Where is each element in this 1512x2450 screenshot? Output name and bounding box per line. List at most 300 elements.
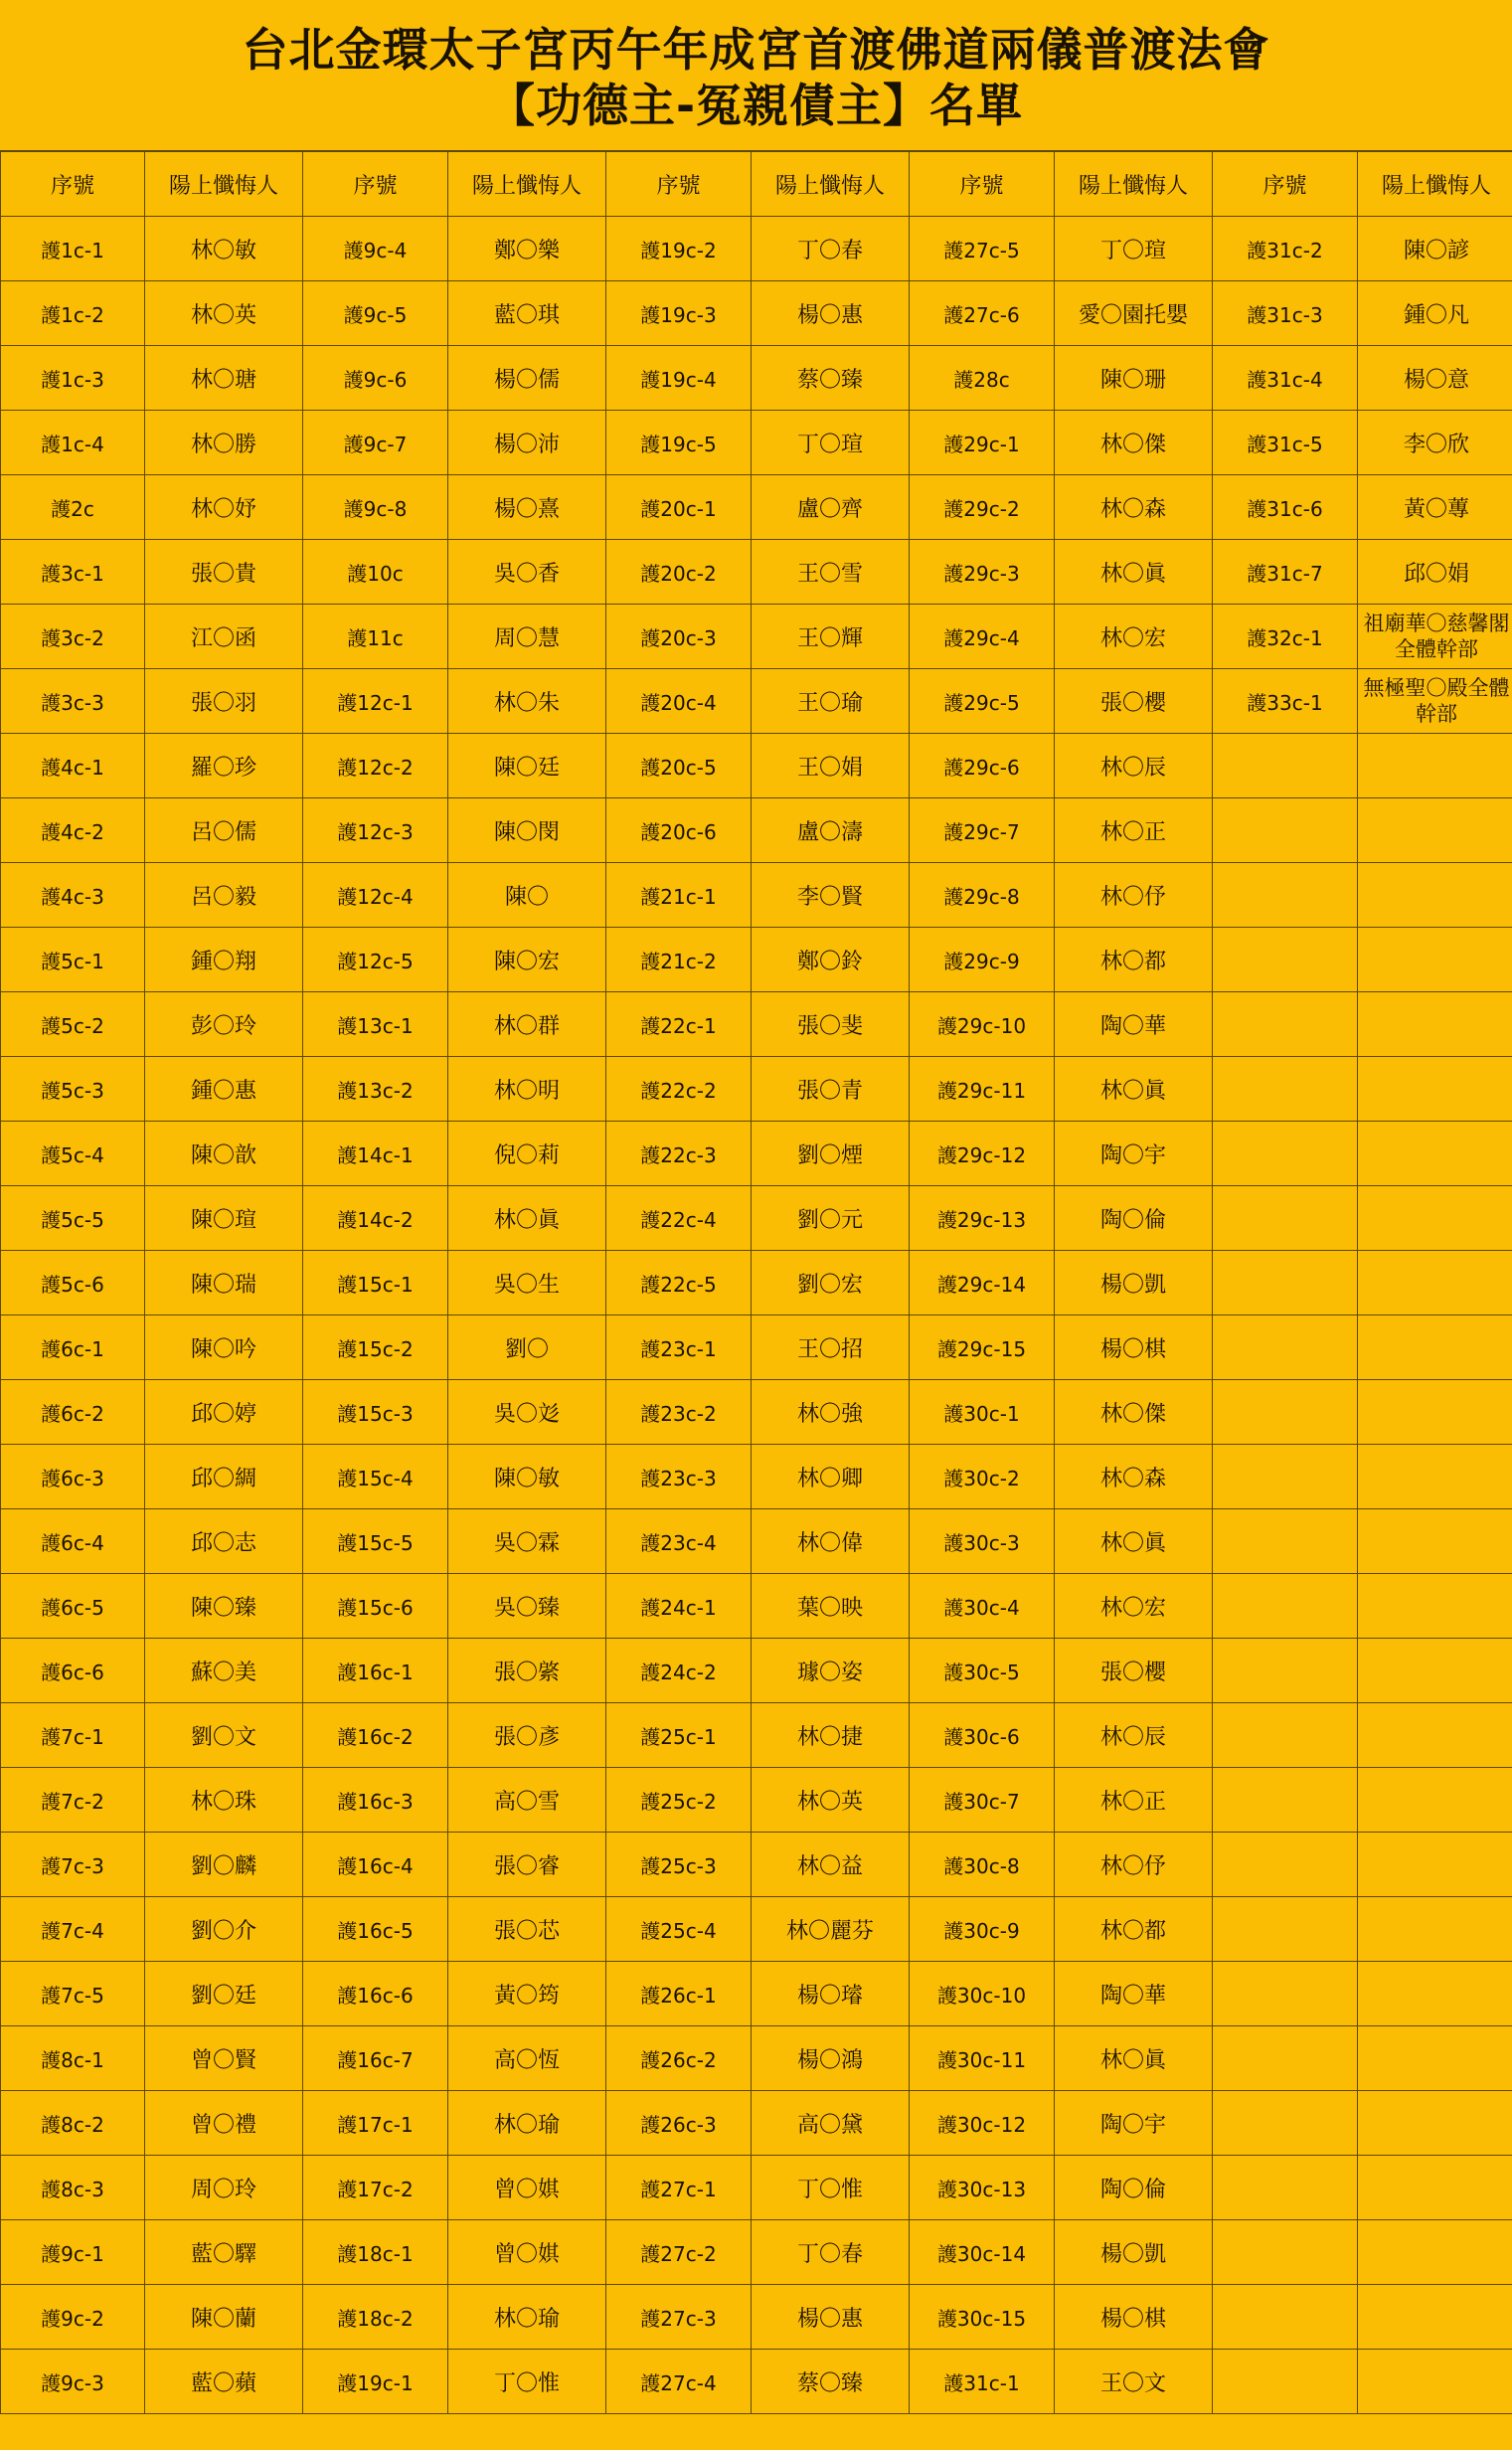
name-cell: 楊〇惠 [752, 2285, 910, 2350]
serial-cell: 護27c-3 [606, 2285, 752, 2350]
serial-cell [1213, 1897, 1358, 1962]
name-cell: 邱〇綢 [145, 1445, 303, 1509]
serial-cell: 護15c-6 [303, 1574, 448, 1639]
name-cell: 陳〇瑄 [145, 1186, 303, 1251]
serial-cell [1213, 863, 1358, 928]
serial-cell: 護6c-1 [1, 1315, 145, 1380]
serial-cell: 護6c-3 [1, 1445, 145, 1509]
serial-cell: 護19c-4 [606, 346, 752, 411]
name-cell: 呂〇儒 [145, 798, 303, 863]
name-cell: 鍾〇翔 [145, 928, 303, 992]
name-cell: 鄭〇鈴 [752, 928, 910, 992]
serial-cell: 護23c-3 [606, 1445, 752, 1509]
serial-cell: 護29c-11 [910, 1057, 1055, 1122]
serial-cell: 護10c [303, 540, 448, 605]
serial-cell: 護26c-1 [606, 1962, 752, 2026]
serial-cell: 護30c-6 [910, 1703, 1055, 1768]
table-row [1, 217, 1512, 281]
name-cell [1358, 2285, 1512, 2350]
name-cell: 王〇文 [1055, 2350, 1213, 2414]
serial-cell: 護3c-3 [1, 669, 145, 734]
serial-cell: 護6c-5 [1, 1574, 145, 1639]
name-cell: 陳〇珊 [1055, 346, 1213, 411]
name-cell: 陳〇廷 [448, 734, 606, 798]
serial-cell: 護29c-9 [910, 928, 1055, 992]
title-block [0, 0, 1512, 151]
name-cell: 楊〇熹 [448, 475, 606, 540]
serial-cell: 護30c-8 [910, 1833, 1055, 1897]
name-cell: 黃〇筠 [448, 1962, 606, 2026]
serial-cell: 護22c-3 [606, 1122, 752, 1186]
serial-cell: 護7c-2 [1, 1768, 145, 1833]
table-row [1, 475, 1512, 540]
name-cell: 吳〇彣 [448, 1380, 606, 1445]
header-name: 陽上懺悔人 [1055, 152, 1213, 217]
serial-cell: 護7c-5 [1, 1962, 145, 2026]
name-cell: 呂〇毅 [145, 863, 303, 928]
table-row [1, 1315, 1512, 1380]
name-cell: 林〇森 [1055, 475, 1213, 540]
table-row [1, 1962, 1512, 2026]
name-cell: 陶〇倫 [1055, 2156, 1213, 2220]
serial-cell [1213, 798, 1358, 863]
serial-cell [1213, 1639, 1358, 1703]
name-cell [1358, 2156, 1512, 2220]
name-cell: 邱〇志 [145, 1509, 303, 1574]
name-cell: 王〇招 [752, 1315, 910, 1380]
name-cell [1358, 734, 1512, 798]
name-cell [1358, 1057, 1512, 1122]
name-cell: 林〇正 [1055, 798, 1213, 863]
name-cell: 林〇都 [1055, 928, 1213, 992]
name-cell: 楊〇惠 [752, 281, 910, 346]
serial-cell: 護30c-5 [910, 1639, 1055, 1703]
name-cell [1358, 1833, 1512, 1897]
table-row [1, 1768, 1512, 1833]
name-cell: 林〇英 [752, 1768, 910, 1833]
serial-cell [1213, 1445, 1358, 1509]
serial-cell: 護29c-7 [910, 798, 1055, 863]
serial-cell: 護9c-2 [1, 2285, 145, 2350]
table-row [1, 281, 1512, 346]
name-cell: 無極聖〇殿全體幹部 [1358, 669, 1512, 734]
header-name: 陽上懺悔人 [145, 152, 303, 217]
name-cell: 林〇捷 [752, 1703, 910, 1768]
name-cell: 李〇欣 [1358, 411, 1512, 475]
name-cell [1358, 1186, 1512, 1251]
name-cell: 丁〇惟 [752, 2156, 910, 2220]
name-cell: 邱〇娟 [1358, 540, 1512, 605]
name-cell: 林〇眞 [448, 1186, 606, 1251]
serial-cell: 護5c-3 [1, 1057, 145, 1122]
serial-cell: 護31c-4 [1213, 346, 1358, 411]
header-serial: 序號 [1213, 152, 1358, 217]
name-cell: 劉〇文 [145, 1703, 303, 1768]
serial-cell: 護9c-3 [1, 2350, 145, 2414]
serial-cell: 護29c-5 [910, 669, 1055, 734]
serial-cell: 護15c-2 [303, 1315, 448, 1380]
name-cell: 吳〇香 [448, 540, 606, 605]
serial-cell: 護30c-12 [910, 2091, 1055, 2156]
serial-cell: 護23c-2 [606, 1380, 752, 1445]
name-cell: 陶〇宇 [1055, 1122, 1213, 1186]
name-cell: 林〇眞 [1055, 2026, 1213, 2091]
serial-cell: 護9c-6 [303, 346, 448, 411]
serial-cell: 護1c-4 [1, 411, 145, 475]
name-cell: 林〇正 [1055, 1768, 1213, 1833]
serial-cell: 護1c-3 [1, 346, 145, 411]
serial-cell: 護21c-1 [606, 863, 752, 928]
name-cell: 藍〇蘋 [145, 2350, 303, 2414]
table-row [1, 734, 1512, 798]
serial-cell: 護19c-3 [606, 281, 752, 346]
name-cell: 高〇雪 [448, 1768, 606, 1833]
name-cell: 陳〇歆 [145, 1122, 303, 1186]
serial-cell: 護25c-4 [606, 1897, 752, 1962]
serial-cell: 護4c-2 [1, 798, 145, 863]
name-cell: 林〇麗芬 [752, 1897, 910, 1962]
serial-cell: 護29c-14 [910, 1251, 1055, 1315]
serial-cell: 護18c-2 [303, 2285, 448, 2350]
serial-cell: 護31c-5 [1213, 411, 1358, 475]
serial-cell: 護30c-9 [910, 1897, 1055, 1962]
serial-cell: 護5c-6 [1, 1251, 145, 1315]
name-cell: 楊〇璿 [752, 1962, 910, 2026]
serial-cell: 護31c-6 [1213, 475, 1358, 540]
name-cell: 愛〇園托嬰 [1055, 281, 1213, 346]
serial-cell: 護31c-1 [910, 2350, 1055, 2414]
name-cell: 林〇瑜 [448, 2091, 606, 2156]
serial-cell: 護29c-6 [910, 734, 1055, 798]
table-row [1, 411, 1512, 475]
table-row [1, 1574, 1512, 1639]
name-cell [1358, 863, 1512, 928]
serial-cell: 護15c-4 [303, 1445, 448, 1509]
serial-cell: 護22c-5 [606, 1251, 752, 1315]
serial-cell: 護14c-2 [303, 1186, 448, 1251]
name-cell: 林〇敏 [145, 217, 303, 281]
table-row [1, 1897, 1512, 1962]
name-cell: 張〇櫻 [1055, 669, 1213, 734]
name-cell [1358, 1703, 1512, 1768]
name-cell: 陶〇華 [1055, 1962, 1213, 2026]
name-cell: 丁〇春 [752, 2220, 910, 2285]
name-cell: 林〇明 [448, 1057, 606, 1122]
name-cell: 周〇玲 [145, 2156, 303, 2220]
roster-table [0, 151, 1512, 2414]
name-cell: 蔡〇臻 [752, 346, 910, 411]
name-cell: 楊〇意 [1358, 346, 1512, 411]
serial-cell: 護6c-4 [1, 1509, 145, 1574]
serial-cell: 護22c-4 [606, 1186, 752, 1251]
name-cell: 張〇羽 [145, 669, 303, 734]
serial-cell: 護26c-2 [606, 2026, 752, 2091]
table-row [1, 1186, 1512, 1251]
serial-cell: 護12c-5 [303, 928, 448, 992]
serial-cell: 護30c-1 [910, 1380, 1055, 1445]
name-cell: 鍾〇凡 [1358, 281, 1512, 346]
name-cell: 楊〇沛 [448, 411, 606, 475]
header-serial: 序號 [606, 152, 752, 217]
table-row [1, 1639, 1512, 1703]
serial-cell [1213, 1574, 1358, 1639]
name-cell: 丁〇惟 [448, 2350, 606, 2414]
serial-cell: 護20c-5 [606, 734, 752, 798]
name-cell: 林〇妤 [145, 475, 303, 540]
name-cell: 林〇瑭 [145, 346, 303, 411]
table-row [1, 605, 1512, 669]
name-cell: 林〇宏 [1055, 605, 1213, 669]
serial-cell: 護15c-1 [303, 1251, 448, 1315]
name-cell [1358, 2350, 1512, 2414]
serial-cell: 護19c-2 [606, 217, 752, 281]
serial-cell: 護29c-15 [910, 1315, 1055, 1380]
serial-cell: 護29c-13 [910, 1186, 1055, 1251]
header-serial: 序號 [1, 152, 145, 217]
serial-cell: 護3c-2 [1, 605, 145, 669]
name-cell: 曾〇賢 [145, 2026, 303, 2091]
serial-cell: 護26c-3 [606, 2091, 752, 2156]
serial-cell: 護28c [910, 346, 1055, 411]
serial-cell: 護16c-6 [303, 1962, 448, 2026]
serial-cell [1213, 1315, 1358, 1380]
serial-cell: 護13c-2 [303, 1057, 448, 1122]
name-cell: 陳〇諺 [1358, 217, 1512, 281]
name-cell: 劉〇介 [145, 1897, 303, 1962]
serial-cell: 護13c-1 [303, 992, 448, 1057]
name-cell: 張〇斐 [752, 992, 910, 1057]
name-cell: 陶〇倫 [1055, 1186, 1213, 1251]
name-cell: 張〇芯 [448, 1897, 606, 1962]
serial-cell [1213, 1509, 1358, 1574]
name-cell: 張〇彥 [448, 1703, 606, 1768]
serial-cell: 護6c-2 [1, 1380, 145, 1445]
table-row [1, 1445, 1512, 1509]
name-cell: 張〇櫻 [1055, 1639, 1213, 1703]
name-cell: 林〇偉 [752, 1509, 910, 1574]
name-cell [1358, 1380, 1512, 1445]
serial-cell: 護4c-1 [1, 734, 145, 798]
name-cell: 陳〇臻 [145, 1574, 303, 1639]
table-row [1, 1509, 1512, 1574]
name-cell [1358, 992, 1512, 1057]
name-cell: 陳〇宏 [448, 928, 606, 992]
table-row [1, 669, 1512, 734]
serial-cell: 護23c-4 [606, 1509, 752, 1574]
name-cell: 曾〇禮 [145, 2091, 303, 2156]
serial-cell: 護11c [303, 605, 448, 669]
name-cell: 林〇傑 [1055, 411, 1213, 475]
name-cell: 蔡〇臻 [752, 2350, 910, 2414]
name-cell: 張〇綮 [448, 1639, 606, 1703]
name-cell: 吳〇生 [448, 1251, 606, 1315]
name-cell: 葉〇映 [752, 1574, 910, 1639]
serial-cell: 護16c-5 [303, 1897, 448, 1962]
name-cell: 林〇伃 [1055, 863, 1213, 928]
serial-cell [1213, 1186, 1358, 1251]
header-name: 陽上懺悔人 [448, 152, 606, 217]
name-cell: 林〇眞 [1055, 1057, 1213, 1122]
serial-cell: 護14c-1 [303, 1122, 448, 1186]
name-cell: 林〇伃 [1055, 1833, 1213, 1897]
table-row [1, 928, 1512, 992]
serial-cell: 護19c-1 [303, 2350, 448, 2414]
name-cell: 王〇瑜 [752, 669, 910, 734]
serial-cell: 護12c-2 [303, 734, 448, 798]
name-cell: 林〇眞 [1055, 1509, 1213, 1574]
serial-cell: 護23c-1 [606, 1315, 752, 1380]
name-cell: 蘇〇美 [145, 1639, 303, 1703]
serial-cell: 護5c-4 [1, 1122, 145, 1186]
name-cell: 林〇勝 [145, 411, 303, 475]
name-cell: 張〇睿 [448, 1833, 606, 1897]
name-cell: 林〇都 [1055, 1897, 1213, 1962]
name-cell: 曾〇娸 [448, 2220, 606, 2285]
name-cell: 林〇強 [752, 1380, 910, 1445]
serial-cell: 護17c-2 [303, 2156, 448, 2220]
name-cell: 藍〇驛 [145, 2220, 303, 2285]
serial-cell: 護12c-3 [303, 798, 448, 863]
name-cell: 倪〇莉 [448, 1122, 606, 1186]
header-row [1, 152, 1512, 217]
name-cell [1358, 1962, 1512, 2026]
serial-cell [1213, 1703, 1358, 1768]
serial-cell: 護7c-3 [1, 1833, 145, 1897]
serial-cell: 護8c-2 [1, 2091, 145, 2156]
name-cell [1358, 1574, 1512, 1639]
name-cell: 丁〇春 [752, 217, 910, 281]
table-row [1, 1122, 1512, 1186]
serial-cell: 護5c-1 [1, 928, 145, 992]
table-row [1, 798, 1512, 863]
serial-cell: 護20c-6 [606, 798, 752, 863]
name-cell: 劉〇元 [752, 1186, 910, 1251]
name-cell: 鍾〇惠 [145, 1057, 303, 1122]
serial-cell: 護16c-7 [303, 2026, 448, 2091]
name-cell: 王〇娟 [752, 734, 910, 798]
serial-cell: 護16c-3 [303, 1768, 448, 1833]
name-cell: 林〇傑 [1055, 1380, 1213, 1445]
serial-cell: 護30c-13 [910, 2156, 1055, 2220]
name-cell: 盧〇齊 [752, 475, 910, 540]
name-cell: 陶〇華 [1055, 992, 1213, 1057]
serial-cell: 護22c-1 [606, 992, 752, 1057]
serial-cell [1213, 2285, 1358, 2350]
serial-cell: 護31c-2 [1213, 217, 1358, 281]
serial-cell [1213, 734, 1358, 798]
serial-cell: 護16c-2 [303, 1703, 448, 1768]
serial-cell: 護15c-3 [303, 1380, 448, 1445]
name-cell [1358, 928, 1512, 992]
serial-cell: 護5c-2 [1, 992, 145, 1057]
name-cell: 張〇貴 [145, 540, 303, 605]
header-serial: 序號 [303, 152, 448, 217]
name-cell: 林〇卿 [752, 1445, 910, 1509]
name-cell: 曾〇娸 [448, 2156, 606, 2220]
name-cell: 林〇群 [448, 992, 606, 1057]
table-row [1, 2285, 1512, 2350]
table-row [1, 1251, 1512, 1315]
name-cell: 周〇慧 [448, 605, 606, 669]
serial-cell: 護20c-4 [606, 669, 752, 734]
serial-cell [1213, 1833, 1358, 1897]
name-cell: 陶〇宇 [1055, 2091, 1213, 2156]
serial-cell: 護9c-5 [303, 281, 448, 346]
serial-cell: 護2c [1, 475, 145, 540]
serial-cell: 護31c-3 [1213, 281, 1358, 346]
name-cell: 璩〇姿 [752, 1639, 910, 1703]
serial-cell: 護29c-8 [910, 863, 1055, 928]
serial-cell: 護7c-1 [1, 1703, 145, 1768]
serial-cell: 護1c-2 [1, 281, 145, 346]
serial-cell [1213, 1122, 1358, 1186]
table-row [1, 2220, 1512, 2285]
name-cell: 羅〇珍 [145, 734, 303, 798]
name-cell: 陳〇吟 [145, 1315, 303, 1380]
name-cell: 王〇輝 [752, 605, 910, 669]
serial-cell: 護30c-2 [910, 1445, 1055, 1509]
serial-cell: 護20c-2 [606, 540, 752, 605]
serial-cell: 護27c-5 [910, 217, 1055, 281]
serial-cell: 護8c-1 [1, 2026, 145, 2091]
name-cell: 陳〇敏 [448, 1445, 606, 1509]
serial-cell [1213, 992, 1358, 1057]
name-cell: 邱〇婷 [145, 1380, 303, 1445]
table-row [1, 2026, 1512, 2091]
serial-cell: 護3c-1 [1, 540, 145, 605]
name-cell: 丁〇瑄 [752, 411, 910, 475]
name-cell: 林〇森 [1055, 1445, 1213, 1509]
name-cell [1358, 1509, 1512, 1574]
name-cell: 鄭〇樂 [448, 217, 606, 281]
name-cell: 盧〇濤 [752, 798, 910, 863]
serial-cell [1213, 928, 1358, 992]
serial-cell [1213, 2350, 1358, 2414]
name-cell [1358, 1122, 1512, 1186]
serial-cell: 護20c-3 [606, 605, 752, 669]
header-name: 陽上懺悔人 [1358, 152, 1512, 217]
serial-cell: 護30c-7 [910, 1768, 1055, 1833]
serial-cell: 護25c-3 [606, 1833, 752, 1897]
serial-cell: 護30c-3 [910, 1509, 1055, 1574]
name-cell: 劉〇廷 [145, 1962, 303, 2026]
name-cell: 林〇瑜 [448, 2285, 606, 2350]
serial-cell: 護8c-3 [1, 2156, 145, 2220]
name-cell: 林〇眞 [1055, 540, 1213, 605]
name-cell [1358, 1315, 1512, 1380]
name-cell: 江〇函 [145, 605, 303, 669]
serial-cell: 護25c-2 [606, 1768, 752, 1833]
serial-cell: 護9c-1 [1, 2220, 145, 2285]
serial-cell: 護22c-2 [606, 1057, 752, 1122]
name-cell: 吳〇臻 [448, 1574, 606, 1639]
name-cell: 王〇雪 [752, 540, 910, 605]
serial-cell: 護27c-1 [606, 2156, 752, 2220]
name-cell [1358, 1445, 1512, 1509]
table-row [1, 1057, 1512, 1122]
serial-cell: 護9c-8 [303, 475, 448, 540]
serial-cell: 護29c-1 [910, 411, 1055, 475]
serial-cell [1213, 1380, 1358, 1445]
serial-cell: 護30c-14 [910, 2220, 1055, 2285]
name-cell: 陳〇瑞 [145, 1251, 303, 1315]
page-title: 台北金環太子宮丙午年成宮首渡佛道兩儀普渡法會 [242, 23, 1270, 77]
name-cell [1358, 1768, 1512, 1833]
name-cell: 林〇英 [145, 281, 303, 346]
name-cell [1358, 2091, 1512, 2156]
name-cell: 張〇青 [752, 1057, 910, 1122]
serial-cell: 護15c-5 [303, 1509, 448, 1574]
